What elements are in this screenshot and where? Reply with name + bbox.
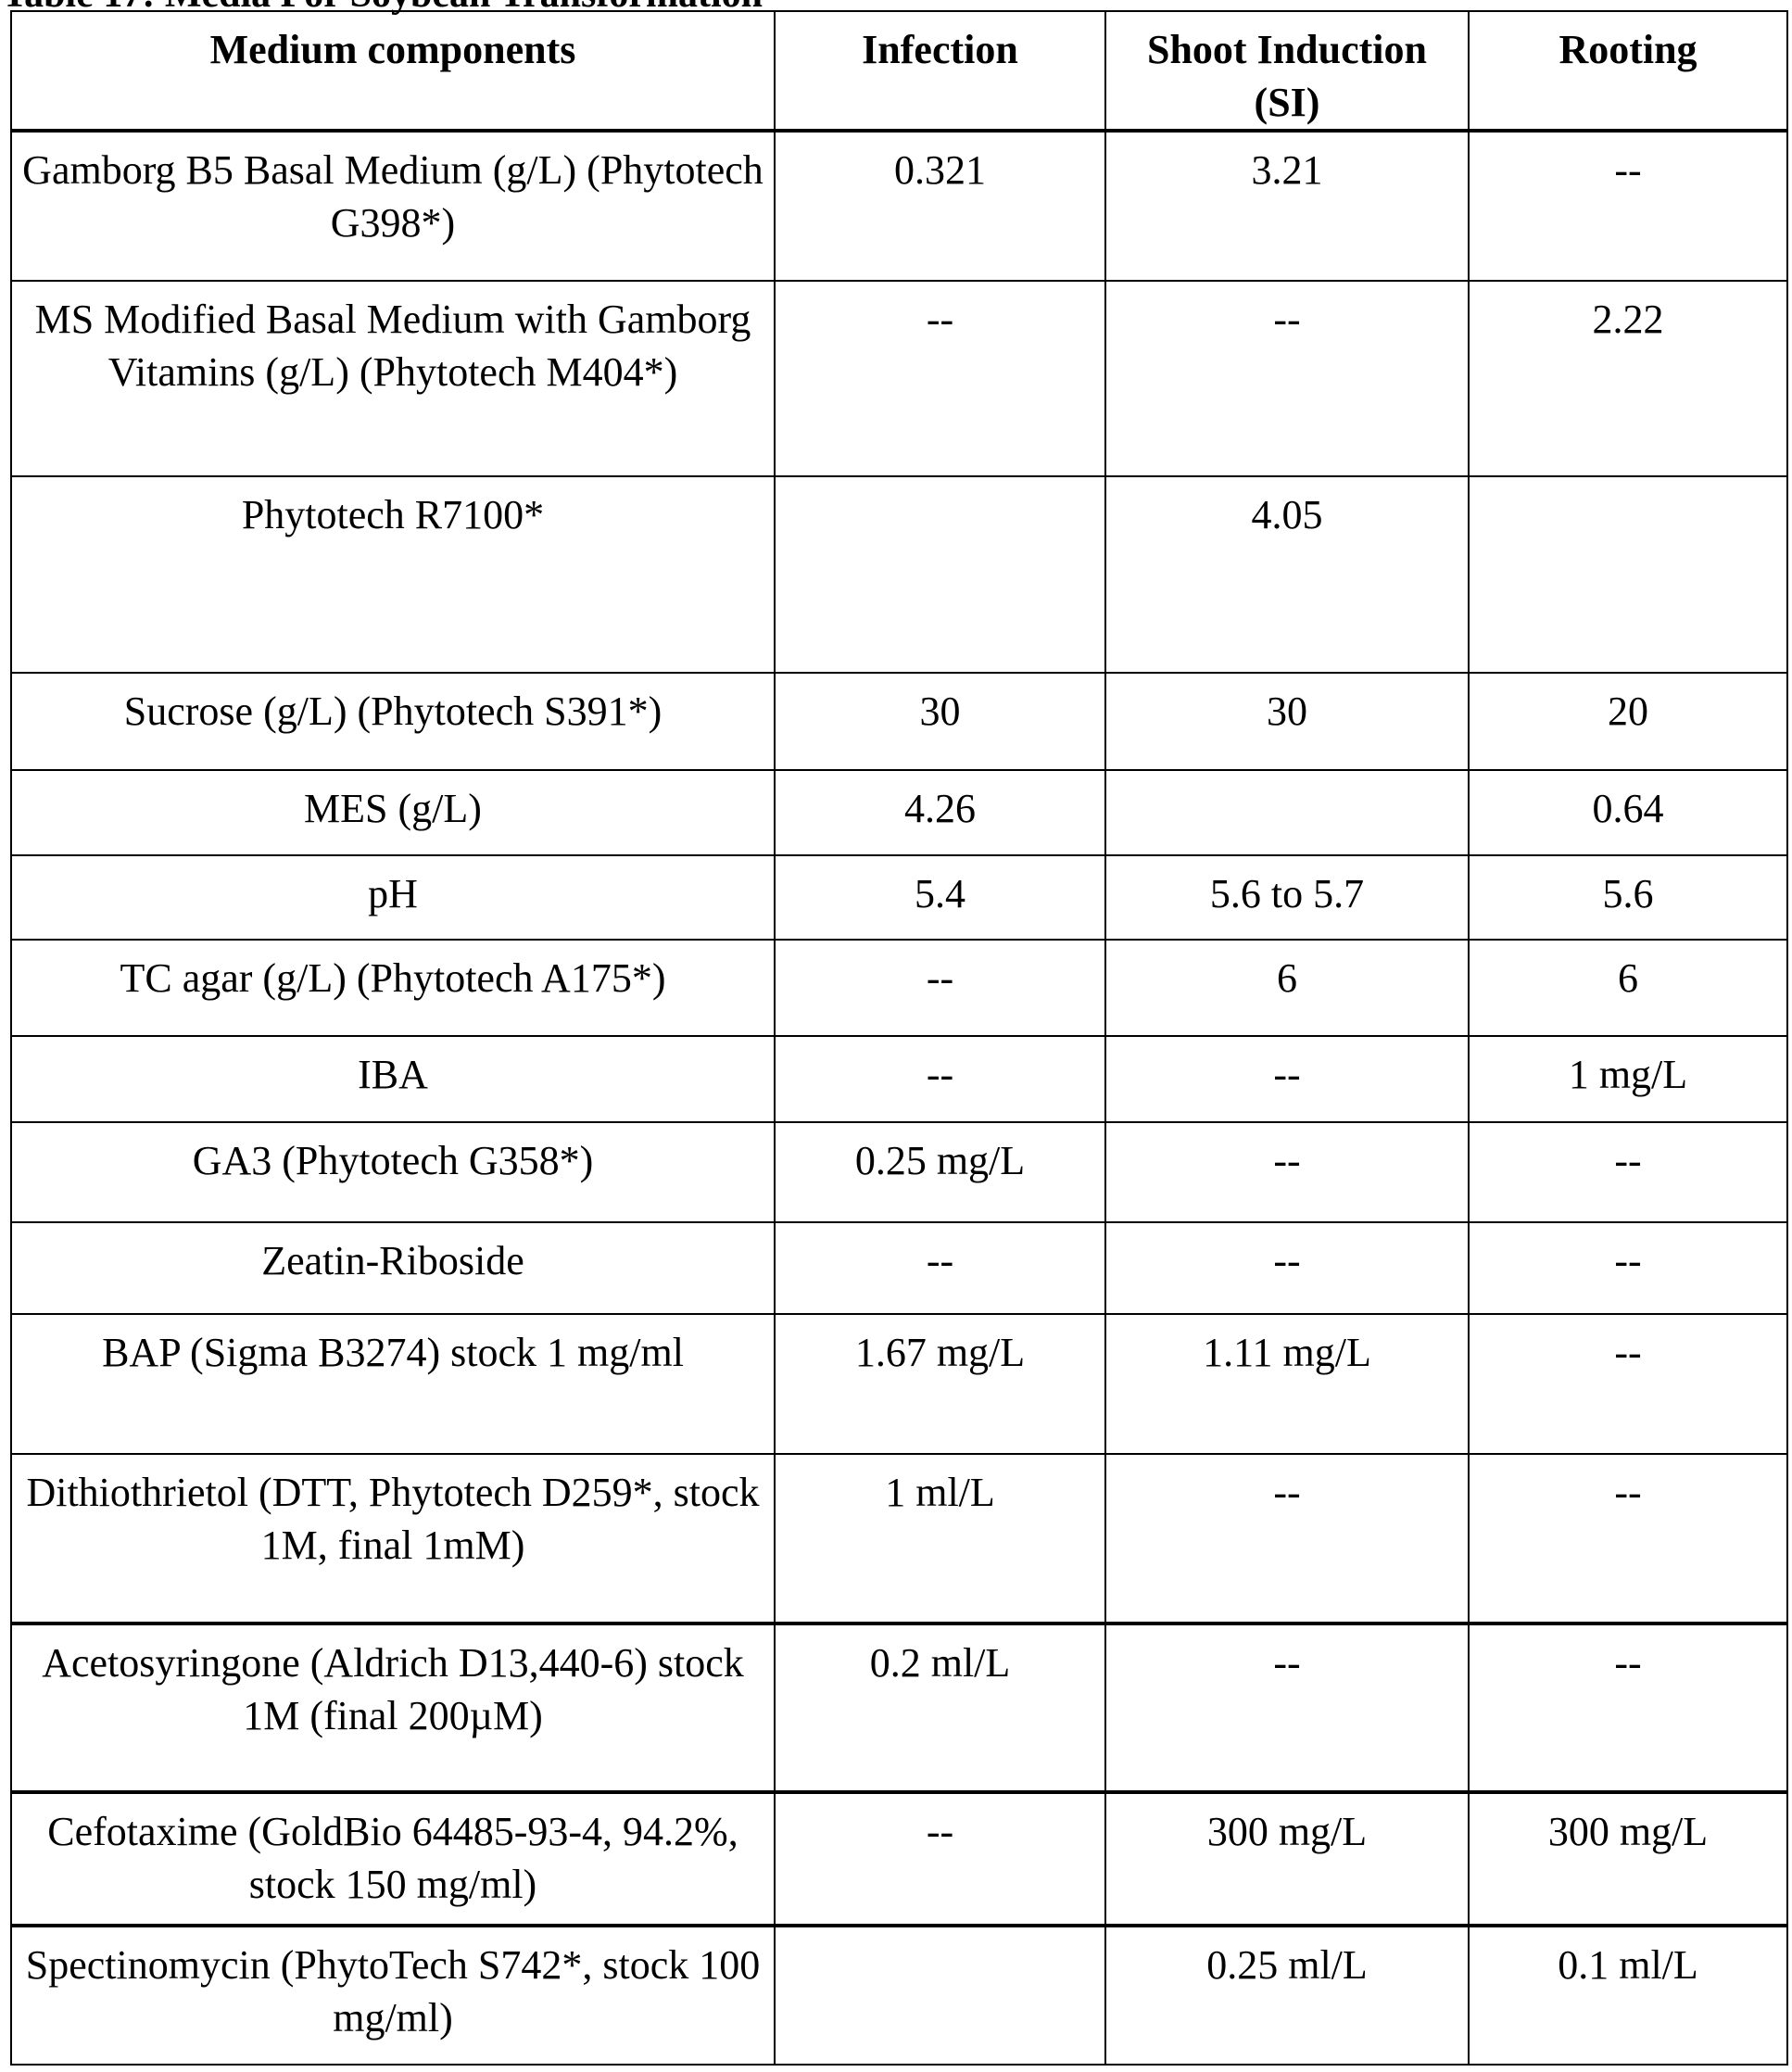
cell-shoot-induction: 5.6 to 5.7 <box>1105 855 1469 940</box>
cell-shoot-induction: -- <box>1105 1454 1469 1623</box>
cell-infection: -- <box>775 1222 1105 1314</box>
cell-infection: 4.26 <box>775 770 1105 855</box>
cell-shoot-induction: 30 <box>1105 673 1469 770</box>
header-rooting: Rooting <box>1469 11 1787 131</box>
cell-rooting: -- <box>1469 1122 1787 1222</box>
cell-infection <box>775 476 1105 673</box>
cell-shoot-induction: 1.11 mg/L <box>1105 1314 1469 1454</box>
cell-infection: 1.67 mg/L <box>775 1314 1105 1454</box>
cell-component: Spectinomycin (PhytoTech S742*, stock 100 mg/ml) <box>11 1926 775 2065</box>
cell-component: Cefotaxime (GoldBio 64485-93-4, 94.2%, stock 150 mg/ml) <box>11 1792 775 1926</box>
table-row <box>11 476 1787 673</box>
table-row <box>11 1222 1787 1314</box>
cell-component: IBA <box>11 1036 775 1122</box>
cell-rooting: 0.1 ml/L <box>1469 1926 1787 2065</box>
cell-component: MES (g/L) <box>11 770 775 855</box>
cell-component: pH <box>11 855 775 940</box>
cell-rooting: -- <box>1469 1623 1787 1792</box>
cell-component: BAP (Sigma B3274) stock 1 mg/ml <box>11 1314 775 1454</box>
cell-rooting: -- <box>1469 1314 1787 1454</box>
cell-shoot-induction: -- <box>1105 1222 1469 1314</box>
cell-infection: 5.4 <box>775 855 1105 940</box>
cell-shoot-induction: -- <box>1105 1122 1469 1222</box>
cell-shoot-induction: 0.25 ml/L <box>1105 1926 1469 2065</box>
table-row <box>11 131 1787 281</box>
cell-rooting: -- <box>1469 1454 1787 1623</box>
table-row <box>11 855 1787 940</box>
cell-rooting: 1 mg/L <box>1469 1036 1787 1122</box>
header-medium-components: Medium components <box>11 11 775 131</box>
cell-component: Zeatin-Riboside <box>11 1222 775 1314</box>
cell-shoot-induction: 6 <box>1105 940 1469 1036</box>
table-row <box>11 770 1787 855</box>
cell-rooting: 300 mg/L <box>1469 1792 1787 1926</box>
cell-component: Phytotech R7100* <box>11 476 775 673</box>
cell-component: TC agar (g/L) (Phytotech A175*) <box>11 940 775 1036</box>
cell-infection <box>775 1926 1105 2065</box>
table-row <box>11 1623 1787 1792</box>
cell-rooting: 2.22 <box>1469 281 1787 476</box>
cell-component: Dithiothrietol (DTT, Phytotech D259*, stock 1M, final 1mM) <box>11 1454 775 1623</box>
cell-infection: -- <box>775 1036 1105 1122</box>
cell-shoot-induction: -- <box>1105 1036 1469 1122</box>
cell-infection: 0.25 mg/L <box>775 1122 1105 1222</box>
table-row <box>11 1454 1787 1623</box>
table-row <box>11 1036 1787 1122</box>
table-row <box>11 1926 1787 2065</box>
cell-rooting: 5.6 <box>1469 855 1787 940</box>
table-row <box>11 1314 1787 1454</box>
cell-rooting: 0.64 <box>1469 770 1787 855</box>
cell-infection: 30 <box>775 673 1105 770</box>
cell-component: MS Modified Basal Medium with Gamborg Vitamins (g/L) (Phytotech M404*) <box>11 281 775 476</box>
cell-component: Acetosyringone (Aldrich D13,440-6) stock 1M (final 200µM) <box>11 1623 775 1792</box>
cell-infection: 0.321 <box>775 131 1105 281</box>
cell-component: GA3 (Phytotech G358*) <box>11 1122 775 1222</box>
header-row <box>11 11 1787 131</box>
cell-infection: -- <box>775 1792 1105 1926</box>
cell-rooting: 6 <box>1469 940 1787 1036</box>
cell-shoot-induction <box>1105 770 1469 855</box>
cell-shoot-induction: 300 mg/L <box>1105 1792 1469 1926</box>
table-row <box>11 1792 1787 1926</box>
cell-rooting <box>1469 476 1787 673</box>
cell-rooting: 20 <box>1469 673 1787 770</box>
media-table <box>10 10 1788 2066</box>
cell-infection: 0.2 ml/L <box>775 1623 1105 1792</box>
cell-component: Gamborg B5 Basal Medium (g/L) (Phytotech G398*) <box>11 131 775 281</box>
cell-rooting: -- <box>1469 1222 1787 1314</box>
cell-shoot-induction: 4.05 <box>1105 476 1469 673</box>
cell-shoot-induction: -- <box>1105 1623 1469 1792</box>
table-row <box>11 940 1787 1036</box>
cell-rooting: -- <box>1469 131 1787 281</box>
cell-infection: 1 ml/L <box>775 1454 1105 1623</box>
cell-component: Sucrose (g/L) (Phytotech S391*) <box>11 673 775 770</box>
table-row <box>11 1122 1787 1222</box>
header-shoot-induction: Shoot Induction (SI) <box>1105 11 1469 131</box>
table-row <box>11 673 1787 770</box>
cell-infection: -- <box>775 940 1105 1036</box>
cell-infection: -- <box>775 281 1105 476</box>
header-infection: Infection <box>775 11 1105 131</box>
table-row <box>11 281 1787 476</box>
cell-shoot-induction: 3.21 <box>1105 131 1469 281</box>
cell-shoot-induction: -- <box>1105 281 1469 476</box>
